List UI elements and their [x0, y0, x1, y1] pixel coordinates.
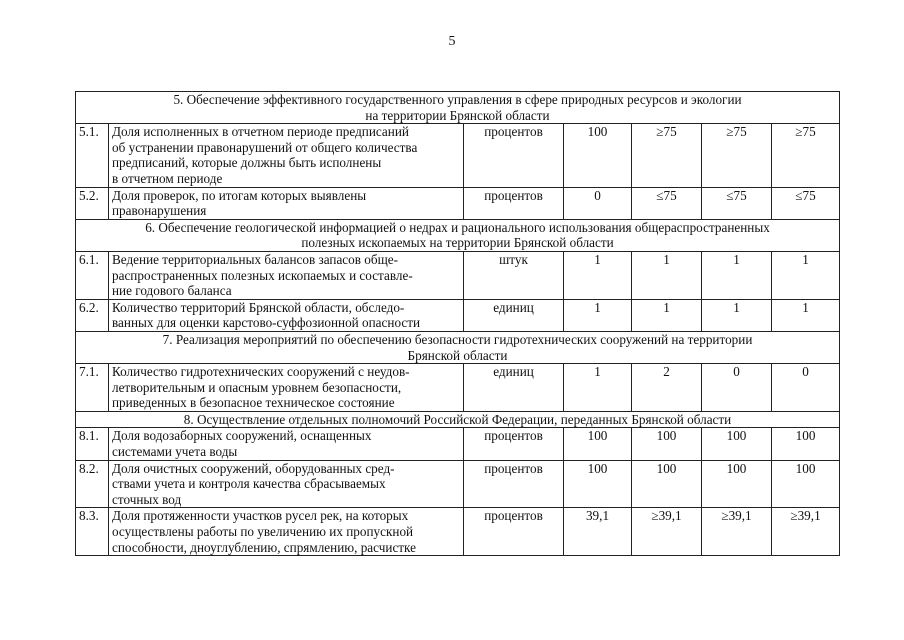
indicator-name-line: Доля проверок, по итогам которых выявлены [112, 187, 367, 203]
section-header-row [76, 331, 840, 363]
indicator-number: 8.1. [76, 428, 109, 460]
indicator-unit: процентов [464, 460, 564, 508]
indicator-unit: единиц [464, 364, 564, 412]
section-title [76, 411, 840, 428]
indicator-value: 2 [632, 364, 702, 412]
section-header-row [76, 411, 840, 428]
indicator-name-line: летворительным и опасным уровнем безопасности, [112, 379, 402, 395]
indicator-value: ≥75 [702, 124, 772, 187]
section-header-row [76, 219, 840, 251]
indicator-unit: штук [464, 251, 564, 299]
indicator-value: ≤75 [632, 187, 702, 219]
indicator-value: 1 [632, 299, 702, 331]
indicator-value: 1 [632, 251, 702, 299]
indicator-value: 100 [772, 460, 840, 508]
indicator-name-line: Доля протяженности участков русел рек, на которых [112, 508, 409, 524]
indicator-value: 100 [702, 460, 772, 508]
indicator-value: ≥39,1 [702, 508, 772, 556]
indicators-table [75, 91, 840, 556]
section-title-line: на территории Брянской области [365, 107, 550, 123]
indicator-number: 8.2. [76, 460, 109, 508]
indicator-value: 0 [702, 364, 772, 412]
indicator-name-line: Количество территорий Брянской области, обследо- [112, 299, 405, 315]
indicator-number: 5.1. [76, 124, 109, 187]
indicator-name-line: способности, дноуглублению, спрямлению, расчистке [112, 539, 416, 555]
indicator-unit: процентов [464, 508, 564, 556]
indicator-name-line: ствами учета и контроля качества сбрасываемых [112, 476, 386, 492]
indicator-unit: процентов [464, 187, 564, 219]
indicator-name-line: в отчетном периоде [112, 170, 223, 186]
indicator-row [76, 508, 840, 556]
section-header-row [76, 92, 840, 124]
indicator-value: ≥39,1 [772, 508, 840, 556]
indicator-unit: процентов [464, 428, 564, 460]
indicator-unit: процентов [464, 124, 564, 187]
indicator-name-line: приведенных в безопасное техническое состояние [112, 395, 395, 411]
indicator-value: 1 [772, 251, 840, 299]
indicator-value: 100 [564, 124, 632, 187]
indicator-value: 1 [702, 299, 772, 331]
page-number: 5 [448, 34, 456, 49]
section-title [76, 219, 840, 251]
indicator-name-line: системами учета воды [112, 444, 238, 460]
indicator-name-line: ванных для оценки карстово-суффозионной опасности [112, 315, 421, 331]
indicator-name [109, 124, 464, 187]
indicator-name-line: ние годового баланса [112, 283, 232, 299]
indicator-value: 100 [772, 428, 840, 460]
indicator-value: 100 [632, 428, 702, 460]
indicator-value: ≤75 [772, 187, 840, 219]
indicator-name-line: распространенных полезных ископаемых и составле- [112, 267, 413, 283]
indicator-name-line: предписаний, которые должны быть исполнены [112, 155, 382, 171]
indicator-name [109, 299, 464, 331]
section-title-line: полезных ископаемых на территории Брянской области [301, 235, 614, 251]
indicator-row [76, 124, 840, 187]
indicator-name-line: об устранении правонарушений от общего количества [112, 139, 418, 155]
indicator-name-line: Доля водозаборных сооружений, оснащенных [112, 428, 372, 444]
indicator-number: 5.2. [76, 187, 109, 219]
section-title [76, 331, 840, 363]
indicator-value: 1 [564, 364, 632, 412]
indicator-unit: единиц [464, 299, 564, 331]
indicator-name [109, 187, 464, 219]
indicator-name-line: осуществлены работы по увеличению их пропускной [112, 524, 414, 540]
section-title-line: 8. Осуществление отдельных полномочий Российской Федерации, переданных Брянской области [183, 411, 732, 427]
indicators-table-body [76, 92, 840, 556]
indicator-row [76, 251, 840, 299]
indicator-name [109, 251, 464, 299]
indicator-number: 6.1. [76, 251, 109, 299]
indicator-value: 1 [772, 299, 840, 331]
indicator-value: 100 [702, 428, 772, 460]
section-title-line: 6. Обеспечение геологической информацией о недрах и рационального использования общераспространенных [145, 219, 770, 235]
indicator-name [109, 508, 464, 556]
indicator-value: 0 [772, 364, 840, 412]
indicator-number: 7.1. [76, 364, 109, 412]
indicator-value: ≥39,1 [632, 508, 702, 556]
indicator-value: 39,1 [564, 508, 632, 556]
indicator-row [76, 299, 840, 331]
indicator-number: 8.3. [76, 508, 109, 556]
section-title-line: 5. Обеспечение эффективного государственного управления в сфере природных ресурсов и экологии [173, 92, 742, 107]
indicator-value: 0 [564, 187, 632, 219]
indicator-value: 1 [564, 299, 632, 331]
indicator-value: 100 [632, 460, 702, 508]
indicator-value: 1 [564, 251, 632, 299]
indicator-row [76, 364, 840, 412]
indicator-name-line: Доля исполненных в отчетном периоде предписаний [112, 124, 409, 140]
indicator-name-line: Ведение территориальных балансов запасов обще- [112, 251, 398, 267]
indicator-row [76, 460, 840, 508]
indicator-name-line: сточных вод [112, 491, 182, 507]
indicator-name [109, 428, 464, 460]
indicator-value: ≥75 [632, 124, 702, 187]
indicator-value: 1 [702, 251, 772, 299]
indicator-name [109, 364, 464, 412]
indicator-name-line: Количество гидротехнических сооружений с неудов- [112, 364, 410, 380]
indicator-value: 100 [564, 428, 632, 460]
indicator-row [76, 428, 840, 460]
section-title-line: Брянской области [407, 347, 508, 363]
indicator-name [109, 460, 464, 508]
indicator-number: 6.2. [76, 299, 109, 331]
indicator-name-line: правонарушения [112, 203, 207, 219]
indicator-value: 100 [564, 460, 632, 508]
indicator-value: ≤75 [702, 187, 772, 219]
indicator-row [76, 187, 840, 219]
section-title-line: 7. Реализация мероприятий по обеспечению безопасности гидротехнических сооружений на территории [162, 331, 753, 347]
indicator-name-line: Доля очистных сооружений, оборудованных сред- [112, 460, 395, 476]
indicator-value: ≥75 [772, 124, 840, 187]
section-title [76, 92, 840, 124]
